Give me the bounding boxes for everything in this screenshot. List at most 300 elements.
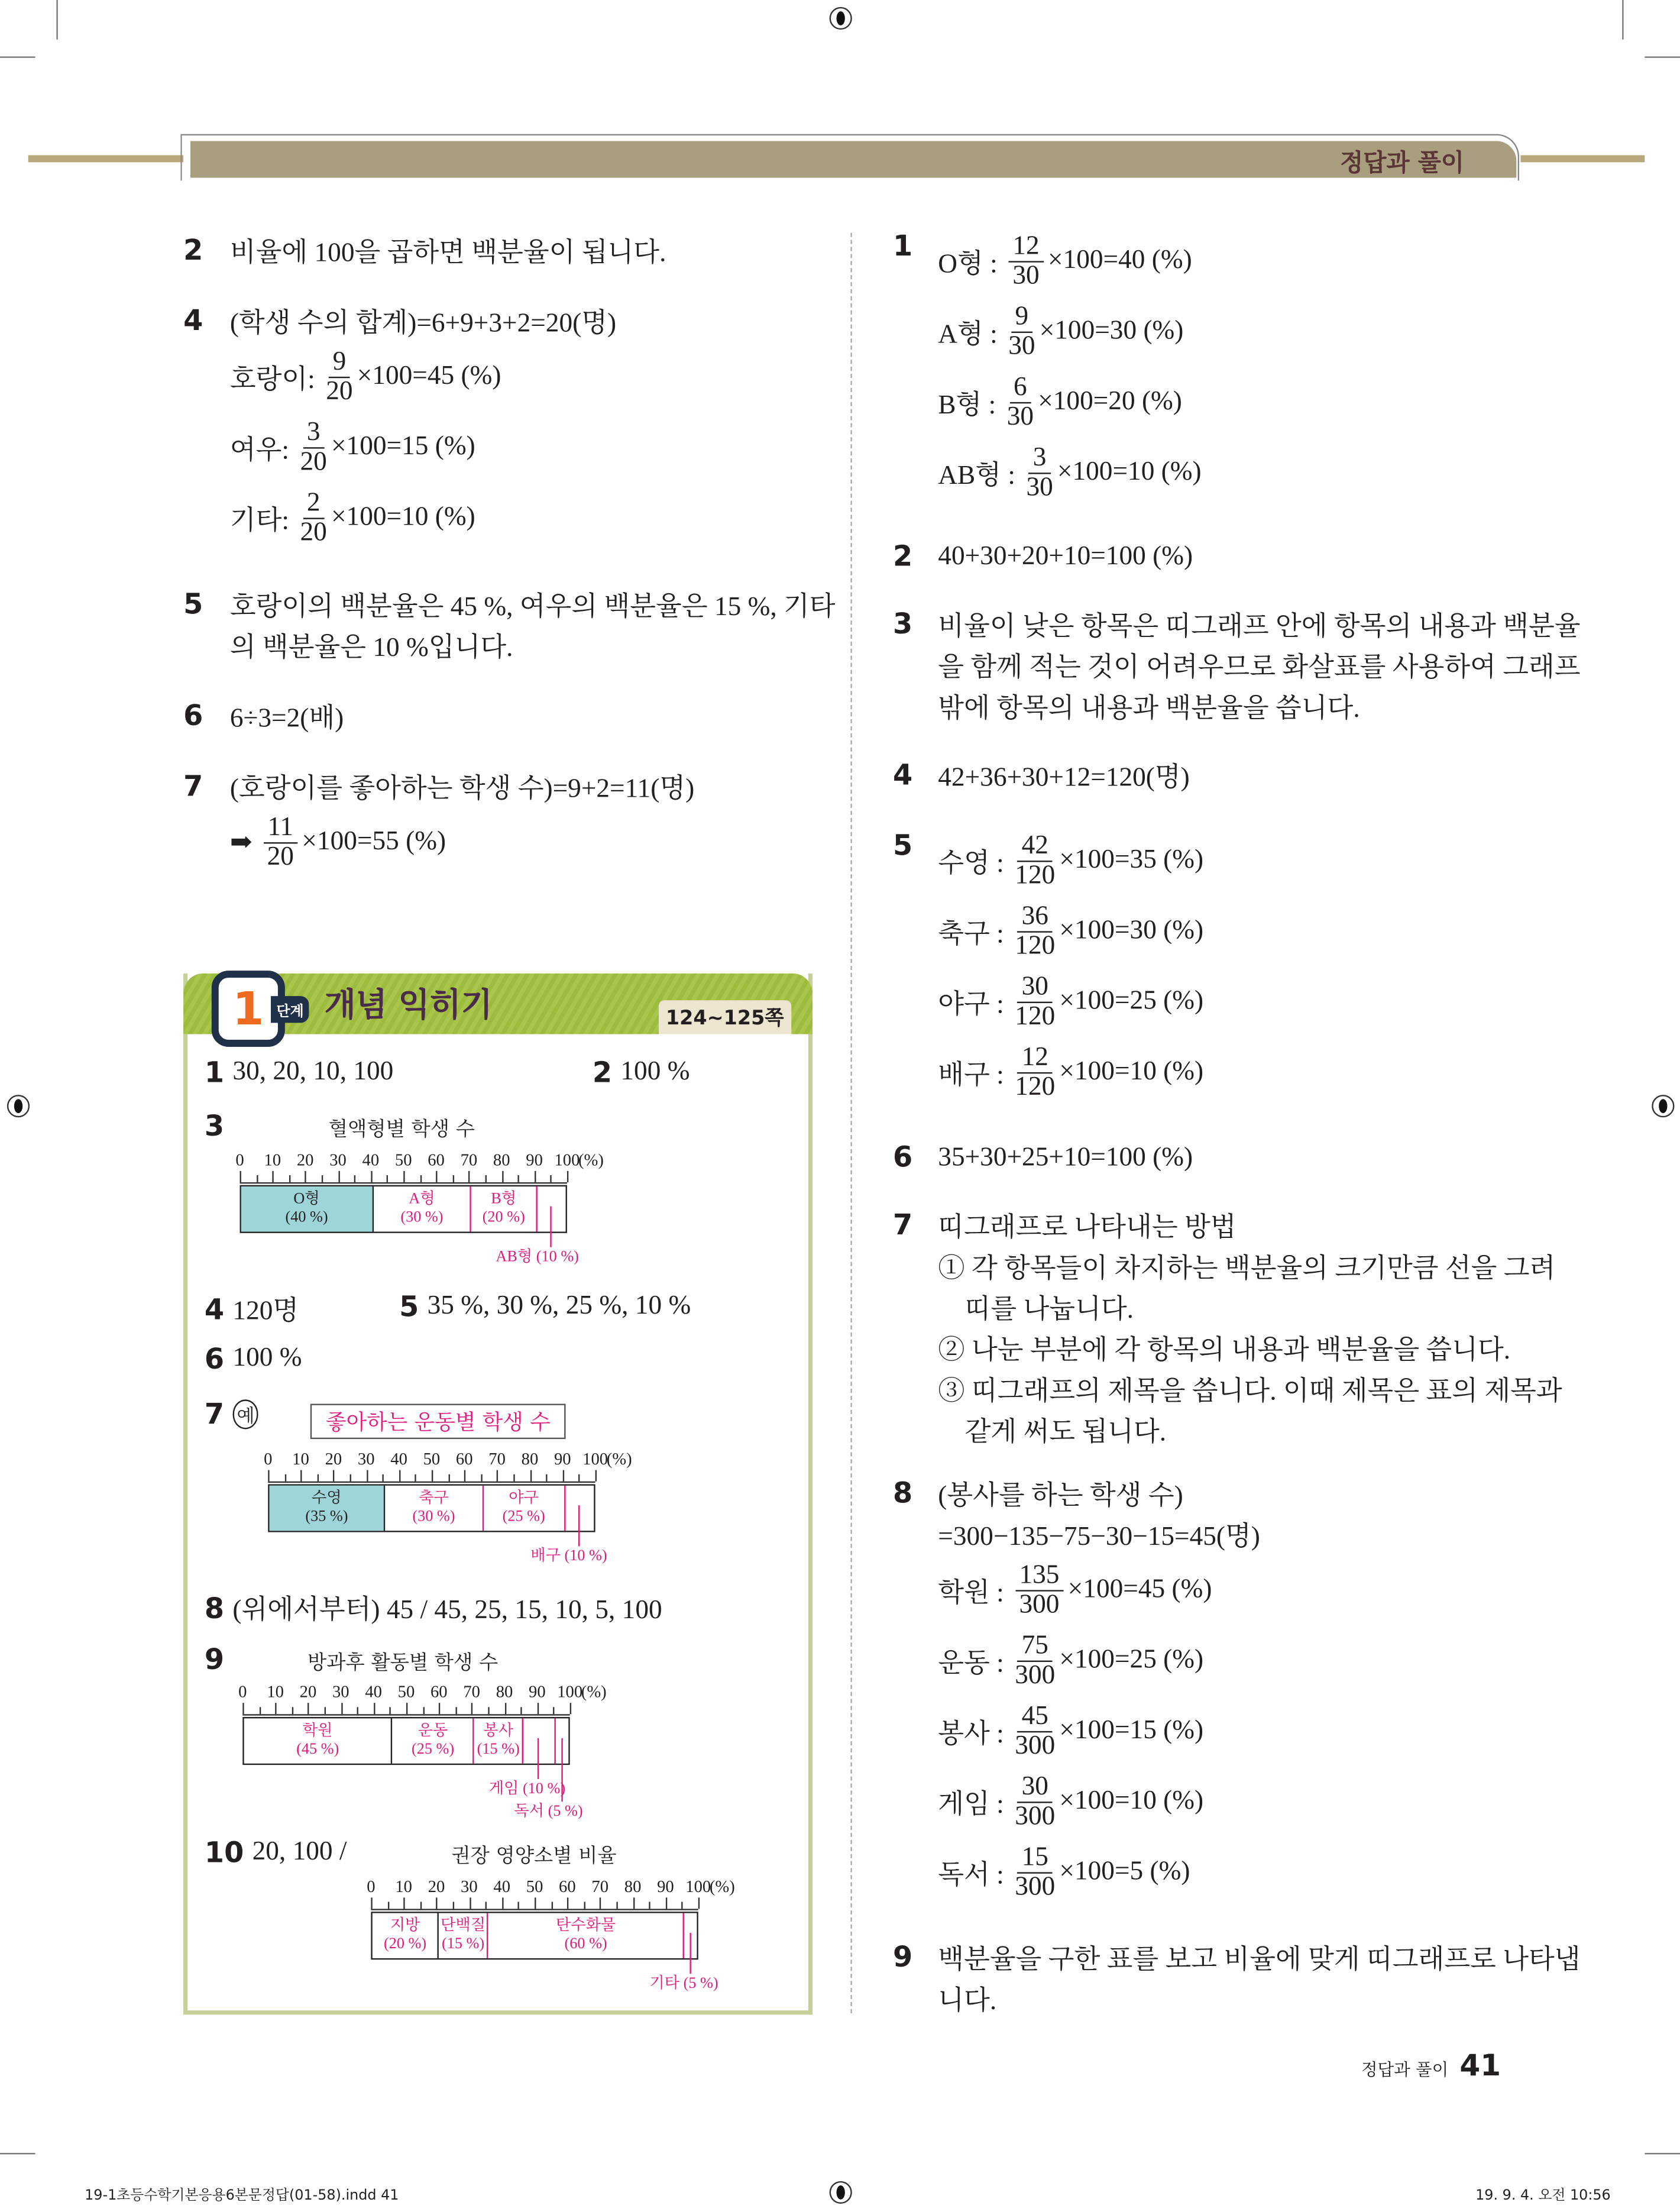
axis-tick [455,1707,457,1714]
answer-4 [205,1289,299,1327]
text-run: ×100=15 (%) [1059,1715,1204,1745]
axis-tick [292,1707,293,1714]
axis-tick [387,1902,389,1909]
footer-file: 19-1초등수학기본응용6본문정답(01-58).indd 41 [85,2188,399,2204]
band-segment [438,1913,487,1958]
numerator: 6 [1009,373,1031,403]
segment-percent: (30 %) [400,1209,444,1226]
axis-tick [242,1703,244,1714]
axis-tick [403,1171,404,1182]
text-line [230,230,818,271]
axis-tick [420,1902,421,1909]
segment-name: 학원 [302,1722,333,1740]
tick-label: 20 [428,1876,445,1896]
text-line [938,1767,1527,1837]
segment-name: 단백질 [441,1917,486,1935]
problem-number: 3 [892,606,913,641]
axis-tick [579,1474,580,1482]
segment-name: B형 [491,1191,517,1208]
text-line [230,766,818,807]
axis-tick [317,1474,318,1482]
text-run: 운동 : [938,1648,1011,1679]
text-run: ×100=20 (%) [1038,386,1182,416]
tick-label: 40 [365,1681,382,1702]
text-run: (호랑이를 좋아하는 학생 수)=9+2=11(명) [229,774,695,804]
text-run: 40+30+20+10=100 (%) [938,541,1193,571]
answer-1 [205,1055,393,1089]
tick-label: 30 [332,1681,349,1702]
problem-2 [183,230,818,271]
fraction [1015,1632,1055,1690]
text-line [938,755,1527,795]
text-run: 학원 : [938,1578,1011,1608]
text-run: 을 함께 적는 것이 어려우므로 화살표를 사용하여 그래프 [938,653,1581,683]
axis-unit: (%) [578,1150,604,1170]
numerator: 12 [1008,232,1044,261]
problem-body [938,536,1527,577]
text-run: 수영 : [938,848,1011,878]
text-line [938,645,1581,685]
text-run: 6÷3=2(배) [229,704,344,734]
segment-name: 탄수화물 [555,1917,616,1935]
text-run: 봉사 : [938,1719,1011,1749]
text-run: ×100=15 (%) [331,431,475,462]
text-run: 35+30+25+10=100 (%) [938,1141,1193,1172]
column-divider [850,233,852,2013]
registration-mark-icon [1652,1095,1674,1117]
tick-label: 10 [292,1448,309,1469]
callout-arrow [690,1933,691,1974]
axis-tick [268,1470,269,1482]
numerator: 36 [1017,902,1053,932]
problem-r5 [893,825,1527,1107]
answer-8 [205,1589,662,1626]
text-run: 독서 : [938,1860,1011,1890]
text-run: 배구 : [938,1060,1011,1090]
problem-body [938,1137,1527,1178]
denominator: 120 [1015,859,1056,890]
segment-percent: (45 %) [296,1741,339,1758]
axis-unit: (%) [709,1876,735,1896]
tick-label: 80 [493,1150,510,1170]
axis-tick [420,1175,421,1182]
tick-label: 60 [430,1681,448,1702]
axis-tick [535,1171,536,1182]
text-line [230,412,818,483]
answer-2 [593,1055,690,1089]
tick-label: 90 [553,1448,571,1469]
header-title: 정답과 풀이 [1340,149,1465,178]
axis-tick [383,1474,384,1482]
text-run: ×100=35 (%) [1059,845,1204,875]
segment-percent: (25 %) [411,1741,455,1758]
denominator: 20 [326,376,353,406]
numerator: 9 [328,348,350,377]
text-run: ×100=30 (%) [1039,316,1184,346]
page-number: 41 [1459,2048,1501,2082]
axis-tick [472,1703,473,1714]
axis-tick [432,1470,433,1482]
answer-number: 10 [204,1835,244,1870]
answer-number: 9 [204,1642,225,1676]
problem-number: 9 [892,1939,913,1974]
callout-label: 배구 (10 %) [530,1547,607,1565]
fraction [1015,1702,1055,1760]
axis-tick [567,1171,568,1182]
band-bar [240,1185,567,1233]
axis-tick [584,1902,585,1909]
tick-label: 60 [559,1876,576,1896]
step-badge: 1 [212,971,285,1047]
text-line [938,1328,1527,1369]
text-line [230,807,818,877]
denominator: 20 [267,841,294,871]
text-run: ➡ [229,827,260,858]
fraction [1015,1773,1055,1831]
answer-text: 30, 20, 10, 100 [232,1056,394,1086]
axis-tick [504,1703,506,1714]
fraction [300,418,326,476]
axis-tick [284,1474,286,1482]
numerator: 135 [1015,1561,1063,1590]
axis-tick [436,1897,438,1909]
band-segment [482,1486,564,1531]
segment-percent: (40 %) [285,1209,328,1226]
answer-number: 5 [399,1289,419,1324]
text-line [938,1978,1527,2019]
denominator: 120 [1015,930,1056,961]
crop-mark [0,2153,35,2154]
text-line [938,437,1527,507]
axis-tick [497,1470,499,1482]
text-run: 게임 : [938,1789,1011,1819]
text-run: 띠를 나눕니다. [938,1295,1134,1325]
text-line [938,1369,1562,1409]
problem-number: 5 [183,587,203,621]
text-run: (학생 수의 합계)=6+9+3+2=20(명) [229,309,617,339]
segment-name: A형 [409,1191,435,1208]
tick-label: 0 [264,1448,273,1469]
text-run: ×100=10 (%) [1057,457,1202,487]
fraction [1007,373,1034,431]
axis-tick [553,1707,555,1714]
crop-mark [56,0,57,40]
registration-mark-icon [830,2181,852,2204]
text-run: 여우: [229,435,296,465]
axis-tick [338,1171,339,1182]
tick-label: 100 [685,1876,711,1896]
axis-tick [301,1470,302,1482]
text-run: B형 : [938,390,1003,420]
tick-label: 40 [362,1150,380,1170]
numerator: 30 [1017,973,1053,1002]
band-chart-blood-type [235,1150,604,1305]
answer-3 [205,1109,233,1143]
axis-tick [649,1902,650,1909]
axis-tick [595,1470,597,1482]
axis-tick [562,1470,564,1482]
problem-number: 7 [892,1207,913,1242]
segment-name: 지방 [390,1917,420,1935]
problem-body [938,226,1527,508]
axis-tick [436,1171,438,1182]
text-line [938,1555,1527,1625]
band-chart-nutrients [367,1876,735,2032]
axis-tick [469,1897,470,1909]
text-run: ×100=45 (%) [1067,1574,1212,1605]
numerator: 3 [303,418,325,448]
text-line [938,367,1527,437]
chart-title: 혈액형별 학생 수 [328,1118,475,1141]
segment-percent: (25 %) [502,1508,545,1525]
axis-tick [404,1897,405,1909]
band-segment [384,1486,482,1531]
axis-tick [481,1474,482,1482]
text-run: 42+36+30+12=120(명) [938,763,1190,793]
text-run: ×100=10 (%) [1059,1786,1204,1816]
header-rule [1520,155,1645,162]
segment-percent: (60 %) [564,1935,607,1953]
text-line [938,825,1527,895]
text-line [938,1514,1527,1555]
axis-tick [485,1175,487,1182]
step-badge-label: 단계 [271,996,309,1023]
text-run: A형 : [938,319,1005,350]
text-run: ×100=45 (%) [357,361,501,391]
axis-tick [633,1897,634,1909]
text-line [230,341,818,412]
axis-tick [698,1897,700,1909]
fraction [263,813,297,871]
problem-body [229,584,836,666]
fraction [1015,1561,1063,1619]
problem-body [938,825,1527,1107]
chart-title: 좋아하는 운동별 학생 수 [310,1403,566,1439]
tick-label: 20 [299,1681,317,1702]
denominator: 30 [1012,260,1040,290]
tick-label: 90 [657,1876,674,1896]
text-run: 의 백분율은 10 %입니다. [229,633,513,664]
segment-percent: (20 %) [383,1935,427,1953]
axis-tick [452,1175,454,1182]
callout-arrow [562,1738,563,1802]
axis-tick [371,1897,372,1909]
segment-percent: (15 %) [477,1741,520,1758]
answer-text: 35 %, 30 %, 25 %, 10 % [427,1291,691,1321]
problem-body [230,300,818,553]
text-line [938,296,1527,367]
fraction [1015,902,1055,960]
problem-number: 7 [183,769,203,803]
axis-tick [518,1902,519,1909]
text-line [229,584,836,625]
axis-tick [322,1175,323,1182]
callout-arrow [537,1738,538,1779]
tick-label: 30 [357,1448,375,1469]
segment-name: 운동 [417,1722,448,1740]
text-line [938,1696,1527,1766]
tick-label: 80 [624,1876,642,1896]
page-folio [1361,2049,1501,2082]
axis-tick [464,1470,465,1482]
segment-name: 수영 [312,1489,342,1507]
axis-tick [276,1703,277,1714]
tick-label: 0 [235,1150,244,1170]
tick-label: 50 [397,1681,415,1702]
text-run: 호랑이: [229,364,322,394]
text-line [938,1205,1527,1246]
axis-tick [390,1707,391,1714]
text-line [938,1837,1527,1907]
text-line [938,1937,1581,1978]
fraction [1015,1844,1055,1901]
problem-body [938,1473,1527,1907]
band-segment [487,1913,683,1958]
tick-label: 10 [267,1681,284,1702]
band-segment [244,1718,391,1763]
page-range: 124~125쪽 [659,1000,791,1034]
text-run: ×100=5 (%) [1059,1857,1190,1887]
answer-5 [399,1289,691,1323]
band-segment [372,1186,470,1231]
problem-number: 6 [892,1140,913,1174]
numerator: 11 [263,813,297,843]
numerator: 30 [1017,1773,1053,1802]
segment-name: O형 [293,1191,320,1208]
numerator: 9 [1011,303,1032,332]
denominator: 120 [1015,1001,1056,1031]
answer-text: (위에서부터) 45 / 45, 25, 15, 10, 5, 100 [232,1595,662,1625]
axis-tick [240,1171,241,1182]
text-line [938,1625,1527,1696]
registration-mark-icon [830,7,852,30]
segment-percent: (20 %) [482,1209,525,1226]
segment-name: 야구 [509,1489,539,1507]
text-run: ×100=25 (%) [1059,1645,1204,1675]
fraction [1008,232,1044,290]
problem-number: 4 [892,757,913,792]
problem-body [230,696,818,736]
segment-name: 봉사 [483,1722,514,1740]
axis-tick [357,1707,358,1714]
fraction [1015,832,1055,890]
axis-tick [439,1703,440,1714]
text-run: O형 : [938,249,1005,279]
text-run: ② 나눈 부분에 각 항목의 내용과 백분율을 씁니다. [938,1335,1511,1366]
tick-label: 30 [461,1876,478,1896]
band-bar [268,1484,595,1532]
axis-tick [551,1175,552,1182]
denominator: 300 [1015,1660,1056,1690]
text-line [938,685,1527,726]
band-bar [371,1912,698,1959]
answer-number: 2 [592,1055,613,1089]
answer-text: 120명 [232,1296,299,1327]
axis-tick [570,1703,571,1714]
axis-tick [546,1474,548,1482]
problem-4 [183,300,818,553]
segment-percent: (30 %) [412,1508,455,1525]
tick-label: 100 [557,1681,583,1702]
problem-number: 2 [183,232,203,267]
axis-tick [448,1474,449,1482]
denominator: 300 [1015,1730,1056,1760]
callout-label: 기타 (5 %) [649,1975,718,1993]
text-line [938,1246,1556,1286]
text-run: ×100=40 (%) [1048,245,1192,276]
text-run: ×100=55 (%) [302,826,446,856]
band-bar [242,1717,569,1765]
answer-number: 7 [204,1396,225,1431]
tick-label: 90 [526,1150,543,1170]
text-run: 기타: [229,506,296,536]
axis-tick [551,1902,552,1909]
text-run: 호랑이의 백분율은 45 %, 여우의 백분율은 15 %, 기타 [229,592,836,622]
numerator: 12 [1017,1043,1053,1073]
text-run: ×100=25 (%) [1059,986,1204,1016]
crop-mark [1645,2153,1680,2154]
axis-tick [415,1474,416,1482]
axis-tick [502,1897,503,1909]
text-line [938,1286,1527,1327]
text-run: ×100=30 (%) [1059,916,1204,946]
axis-tick [501,1171,503,1182]
text-line [938,604,1581,645]
problem-r4 [893,755,1527,795]
header-rule [28,155,183,162]
axis-tick [350,1474,351,1482]
answer-number: 4 [204,1291,225,1326]
text-line [938,1409,1527,1450]
problem-r9 [892,1937,1581,2019]
tick-label: 0 [238,1681,247,1702]
text-run: 백분율을 구한 표를 보고 비율에 맞게 띠그래프로 나타냅 [938,1945,1581,1975]
answer-10 [205,1835,347,1869]
tick-label: 70 [463,1681,480,1702]
fraction [1015,973,1055,1031]
text-run: 비율이 낮은 항목은 띠그래프 안에 항목의 내용과 백분율 [938,612,1581,642]
answer-text: 100 % [620,1056,690,1086]
problem-number: 8 [892,1476,913,1510]
registration-mark-icon [7,1095,30,1117]
answer-9 [205,1642,233,1676]
axis-tick [682,1902,683,1909]
tick-label: 50 [394,1150,412,1170]
denominator: 30 [1008,331,1035,361]
text-run: 비율에 100을 곱하면 백분율이 됩니다. [229,238,666,269]
axis-line [242,1714,569,1715]
text-run: 띠그래프로 나타내는 방법 [938,1213,1236,1243]
text-line [938,1037,1527,1107]
axis-tick [371,1171,372,1182]
axis-tick [567,1897,568,1909]
denominator: 300 [1015,1800,1056,1831]
text-run: ① 각 항목들이 차지하는 백분율의 크기만큼 선을 그려 [938,1254,1556,1284]
numerator: 15 [1017,1844,1053,1873]
axis-tick [325,1707,326,1714]
axis-tick [665,1897,666,1909]
fraction [326,348,352,406]
text-line [938,226,1527,296]
axis-unit: (%) [606,1448,632,1469]
text-run: 니다. [938,1986,997,2016]
folio-label: 정답과 풀이 [1361,2059,1449,2080]
tick-label: 10 [395,1876,412,1896]
problem-body [230,230,818,271]
axis-tick [423,1707,424,1714]
numerator: 3 [1029,444,1051,473]
text-line [230,696,818,736]
